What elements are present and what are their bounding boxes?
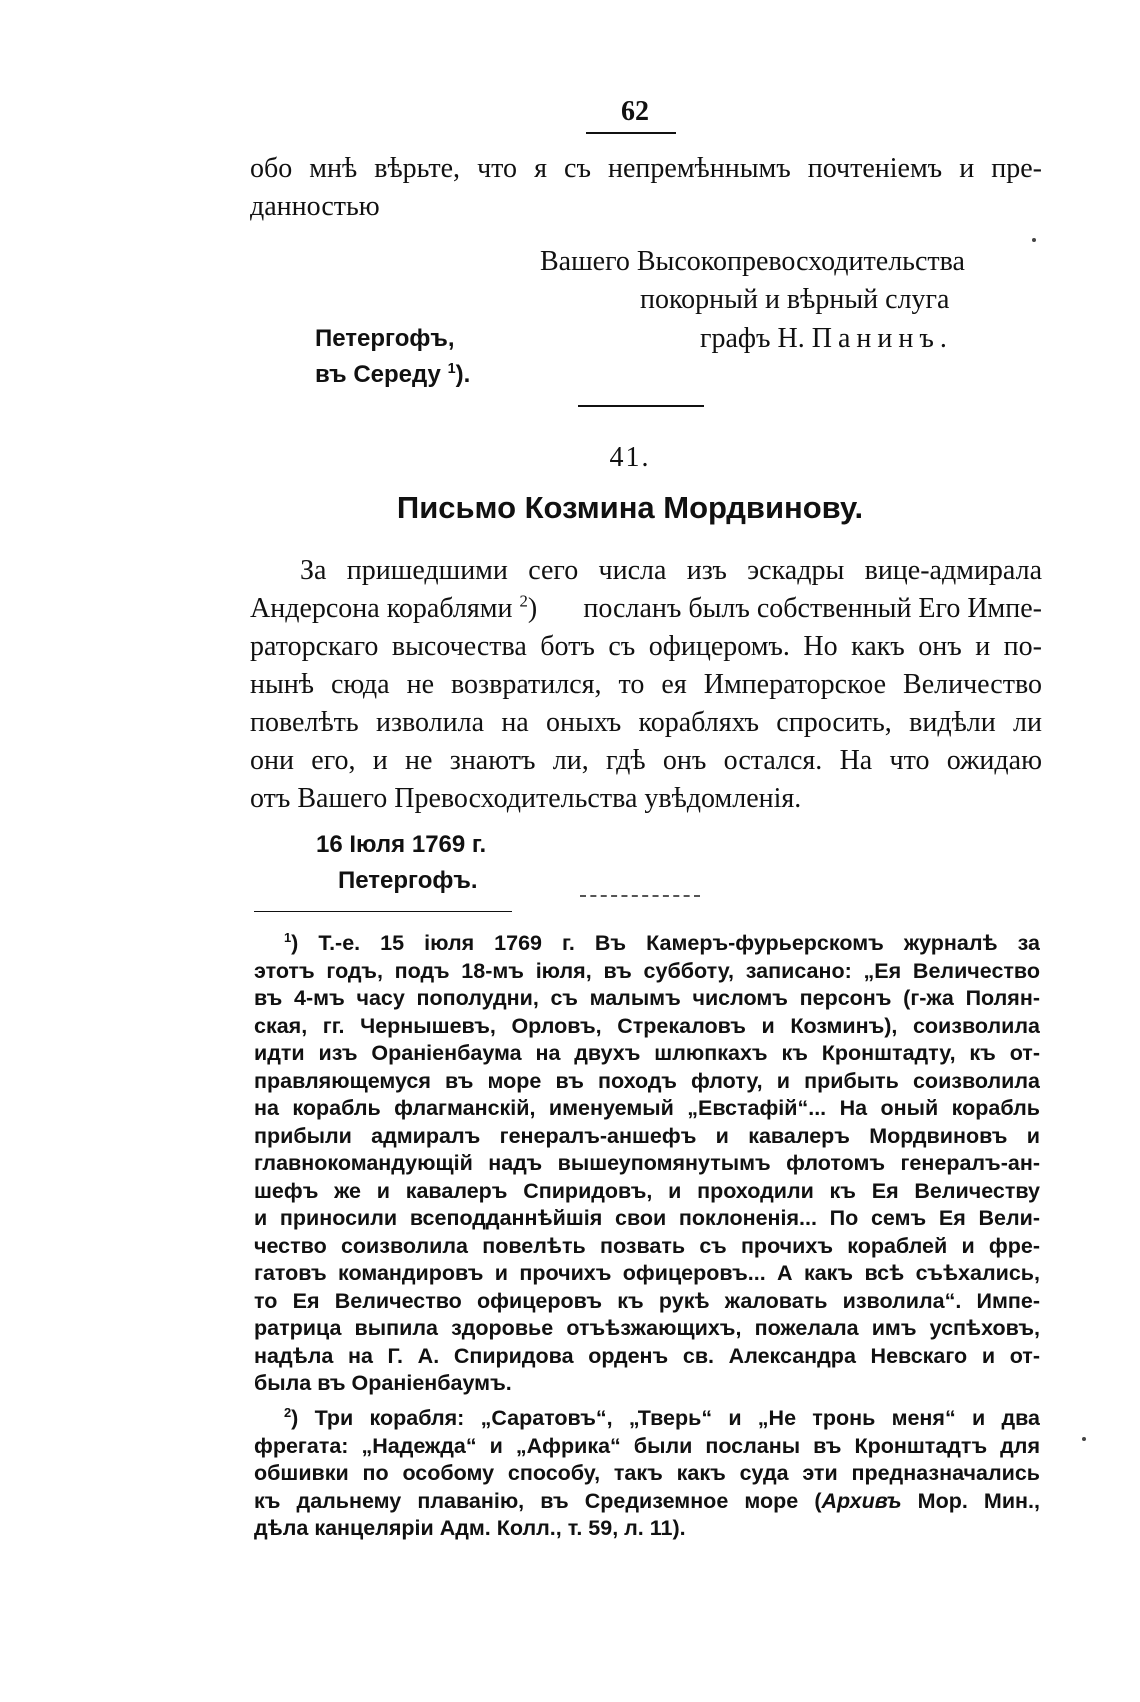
closing-date-text: въ Середу [315, 361, 441, 388]
letter-body-line-1: За пришедшими сего числа изъ эскадры вице-адмирала [300, 555, 1042, 586]
end-separator [580, 895, 700, 897]
letter-body-line-2 [250, 590, 1042, 628]
footnote-1 [254, 930, 1040, 1398]
signature-line-1: Вашего Высокопревосходительства [540, 246, 965, 277]
page-number: 62 [621, 96, 649, 127]
footnote-1-line-8: прибыли адмиралъ генералъ-аншефъ и кавалеръ Мордвиновъ и [254, 1123, 1040, 1148]
footnote-1-line-17: была въ Ораніенбаумъ. [254, 1371, 512, 1395]
footnote-2 [254, 1405, 1040, 1543]
footnote-1-line-7: на корабль флагманскій, именуемый „Евстафій“... На оный корабль [254, 1096, 1040, 1120]
footnote-1-line-6: правляющемуся въ море въ походъ флоту, и прибыть соизволила [254, 1068, 1040, 1093]
section-separator [578, 405, 704, 407]
footnote-1-line-1: $^1$) Т.-е. 15 іюля 1769 г. Въ Камеръ-фурьерскомъ журналѣ за [284, 930, 1040, 955]
footnote-1-line-3: въ 4-мъ часу пополудни, съ малымъ числомъ персонъ (г-жа Полян- [254, 986, 1040, 1010]
scan-speck [1032, 238, 1036, 242]
closing-line-2: данностью [250, 191, 380, 222]
closing-date [315, 356, 470, 394]
footnote-2-line-1: $^2$) Три корабля: „Саратовъ“, „Тверь“ и „Не тронь меня“ и два [284, 1405, 1040, 1430]
footnote-1-line-12: чество соизволила повелѣть позвать съ прочихъ кораблей и фре- [254, 1233, 1040, 1258]
closing-place: Петергофъ, [315, 325, 455, 352]
footnote-1-line-5: идти изъ Ораніенбаума на двухъ шлюпкахъ къ Кронштадту, къ от- [254, 1041, 1040, 1065]
footnote-1-line-10: шефъ же и кавалеръ Спиридовъ, и проходили къ Ея Величеству [254, 1178, 1040, 1203]
footnote-1-mark: 1 [284, 930, 292, 945]
footnote-2-line-2: фрегата: „Надежда“ и „Африка“ были посланы въ Кронштадтъ для [254, 1433, 1040, 1458]
footnote-1-line-15: ратрица выпила здоровье отъѣзжающихъ, пожелала имъ успѣховъ, [254, 1316, 1040, 1340]
letter-body-line-3: раторскаго высочества ботъ съ офицеромъ. Но какъ онъ и по- [250, 631, 1042, 662]
footnote-1-line-9: главнокомандующій надъ вышеупомянутымъ флотомъ генералъ-ан- [254, 1151, 1040, 1175]
footnote-1-line-16: надѣла на Г. А. Спиридова орденъ св. Александра Невскаго и от- [254, 1343, 1040, 1368]
footnote-2-line-5: дѣла канцеляріи Адм. Колл., т. 59, л. 11). [254, 1516, 686, 1540]
footnote-2-line-3: обшивки по особому способу, такъ какъ суда эти предназначались [254, 1461, 1040, 1485]
footnote-1-line-14: то Ея Величество офицеровъ къ рукѣ жаловать изволила“. Импе- [254, 1288, 1040, 1313]
footnote-1-line-13: гатовъ командировъ и прочихъ офицеровъ... А какъ всѣ съѣхались, [254, 1261, 1040, 1285]
letter-body-line-4: нынѣ сюда не возвратился, то ея Императорское Величество [250, 669, 1042, 700]
closing-date-close: ). [455, 361, 471, 388]
archive-italic: Архивъ [821, 1488, 902, 1513]
letter-body-line-2a: Андерсона кораблями $^2$) [250, 591, 538, 624]
footnote-1-line-2: этотъ годъ, подъ 18-мъ іюля, въ субботу, записано: „Ея Величество [254, 958, 1040, 983]
closing-line-1: обо мнѣ вѣрьте, что я съ непремѣннымъ почтеніемъ и пре- [250, 153, 1042, 184]
footnote-rule [254, 911, 512, 912]
signature-line-2: покорный и вѣрный слуга [640, 284, 950, 315]
page-number-rule [586, 132, 676, 134]
letter-place: Петергофъ. [338, 867, 478, 894]
letter-body-line-6: они его, и не знаютъ ли, гдѣ онъ остался. На что ожидаю [250, 745, 1042, 776]
signature-line-3 [700, 320, 953, 358]
letter-body-line-2b: посланъ былъ собственный Его Импе- [583, 593, 1042, 624]
footnote-2-mark: 2 [284, 1405, 292, 1420]
footnote-ref-1: 1 [447, 361, 456, 377]
scan-speck [1082, 1437, 1086, 1441]
letter-number: 41. [609, 442, 651, 473]
footnote-2-line-4: къ дальнему плаванію, въ Средиземное море (Архивъ Мор. Мин., [254, 1488, 1040, 1513]
letter-body-line-5: повелѣть изволила на оныхъ корабляхъ спросить, видѣли ли [250, 707, 1042, 738]
letter-date: 16 Іюля 1769 г. [316, 831, 487, 858]
footnote-ref-2: 2 [519, 591, 528, 611]
footnote-1-line-11: и приносили всеподданнѣйшія свои поклоненія... По семъ Ея Вели- [254, 1206, 1040, 1230]
letter-title: Письмо Козмина Мордвинову. [396, 490, 864, 525]
signature-name: Панинъ. [811, 323, 953, 354]
footnote-1-line-4: ская, гг. Чернышевъ, Орловъ, Стрекаловъ и Козминъ), соизволила [254, 1013, 1040, 1038]
letter-body-line-7: отъ Вашего Превосходительства увѣдомленія. [250, 783, 802, 814]
signature-prefix: графъ Н. [700, 323, 805, 354]
